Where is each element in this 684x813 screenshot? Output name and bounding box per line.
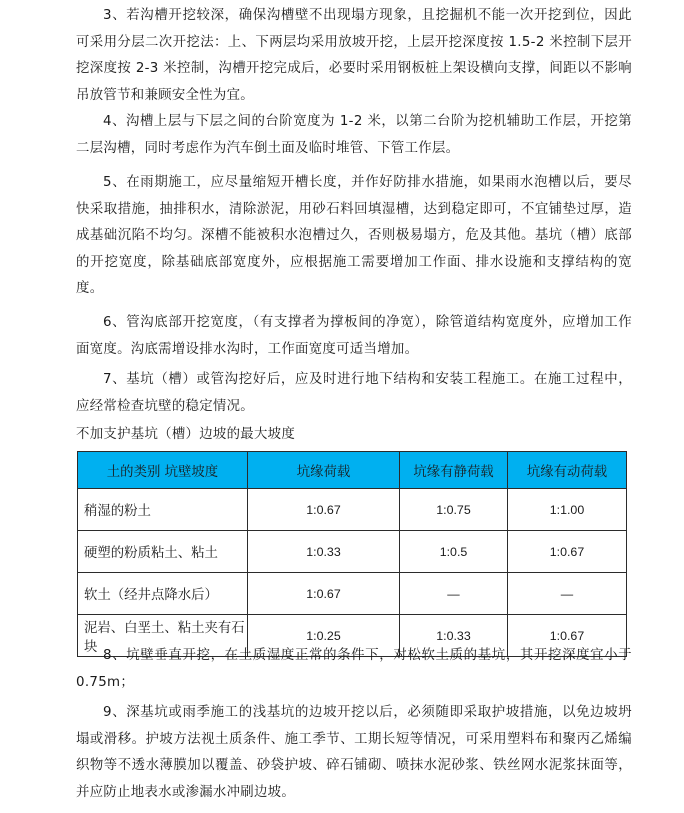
table-row (78, 531, 627, 573)
cell-value: 1:0.25 (248, 615, 400, 657)
cell-value: 1:0.67 (248, 573, 400, 615)
cell-value: 1:0.5 (400, 531, 508, 573)
cell-value: 1:0.67 (508, 531, 627, 573)
paragraph-6: 6、管沟底部开挖宽度，（有支撑者为撑板间的净宽），除管道结构宽度外，应增加工作面宽度。沟底需增设排水沟时，工作面宽度可适当增加。 (76, 315, 632, 357)
cell-value: — (400, 573, 508, 615)
cell-soil: 软土（经井点降水后） (78, 573, 248, 615)
table-row (78, 573, 627, 615)
header-dynamic-load: 坑缘有动荷载 (508, 452, 627, 489)
paragraph-9: 9、深基坑或雨季施工的浅基坑的边坡开挖以后，必须随即采取护坡措施，以免边坡坍塌或滑移。护坡方法视土质条件、施工季节、工期长短等情况，可采用塑料布和聚丙乙烯编织物等不透水薄膜加以覆盖、砂袋护坡、碎石铺砌、喷抹水泥砂浆、铁丝网水泥浆抹面等，并应防止地表水或渗漏水冲刷边坡。 (76, 705, 632, 800)
paragraph-4: 4、沟槽上层与下层之间的台阶宽度为 1-2 米，以第二台阶为挖机辅助工作层，开挖第二层沟槽，同时考虑作为汽车倒土面及临时堆管、下管工作层。 (76, 114, 632, 156)
cell-soil: 泥岩、白垩土、粘土夹有石块 (78, 615, 248, 657)
paragraph-5: 5、在雨期施工，应尽量缩短开槽长度，并作好防排水措施，如果雨水泡槽以后，要尽快采取措施，抽排积水，清除淤泥，用砂石料回填湿槽，达到稳定即可，不宜铺垫过厚，造成基础沉陷不均匀。深槽不能被积水泡槽过久，否则极易塌方，危及其他。基坑（槽）底部的开挖宽度，除基础底部宽度外，应根据施工需要增加工作面、排水设施和支撑结构的宽度。 (76, 175, 632, 297)
paragraph-8: 8、坑壁垂直开挖，在土质湿度正常的条件下，对松软土质的基坑，其开挖深度宜小于 0.75m； (76, 648, 632, 690)
table-caption: 不加支护基坑（槽）边坡的最大坡度 (76, 427, 296, 442)
cell-value: 1:0.67 (248, 489, 400, 531)
cell-soil: 稍湿的粉土 (78, 489, 248, 531)
paragraph-3: 3、若沟槽开挖较深，确保沟槽壁不出现塌方现象，且挖掘机不能一次开挖到位，因此可采用分层二次开挖法：上、下两层均采用放坡开挖，上层开挖深度按 1.5-2 米控制下层开挖深度按 2-3 米控制，沟槽开挖完成后，必要时采用钢板桩上架设横向支撑，间距以不影响吊放管节和兼顾安全性为宜。 (76, 8, 632, 103)
table-row (78, 489, 627, 531)
cell-value: 1:0.75 (400, 489, 508, 531)
header-static-load: 坑缘有静荷载 (400, 452, 508, 489)
cell-value: 1:0.33 (400, 615, 508, 657)
cell-soil: 硬塑的粉质粘土、粘土 (78, 531, 248, 573)
table-header-row (78, 452, 627, 489)
cell-value: — (508, 573, 627, 615)
cell-value: 1:0.67 (508, 615, 627, 657)
cell-value: 1:1.00 (508, 489, 627, 531)
header-soil-type: 土的类别 坑壁坡度 (78, 452, 248, 489)
slope-table (77, 451, 627, 657)
paragraph-7: 7、基坑（槽）或管沟挖好后，应及时进行地下结构和安装工程施工。在施工过程中，应经常检查坑壁的稳定情况。 (76, 372, 632, 414)
header-edge-load: 坑缘荷载 (248, 452, 400, 489)
cell-value: 1:0.33 (248, 531, 400, 573)
